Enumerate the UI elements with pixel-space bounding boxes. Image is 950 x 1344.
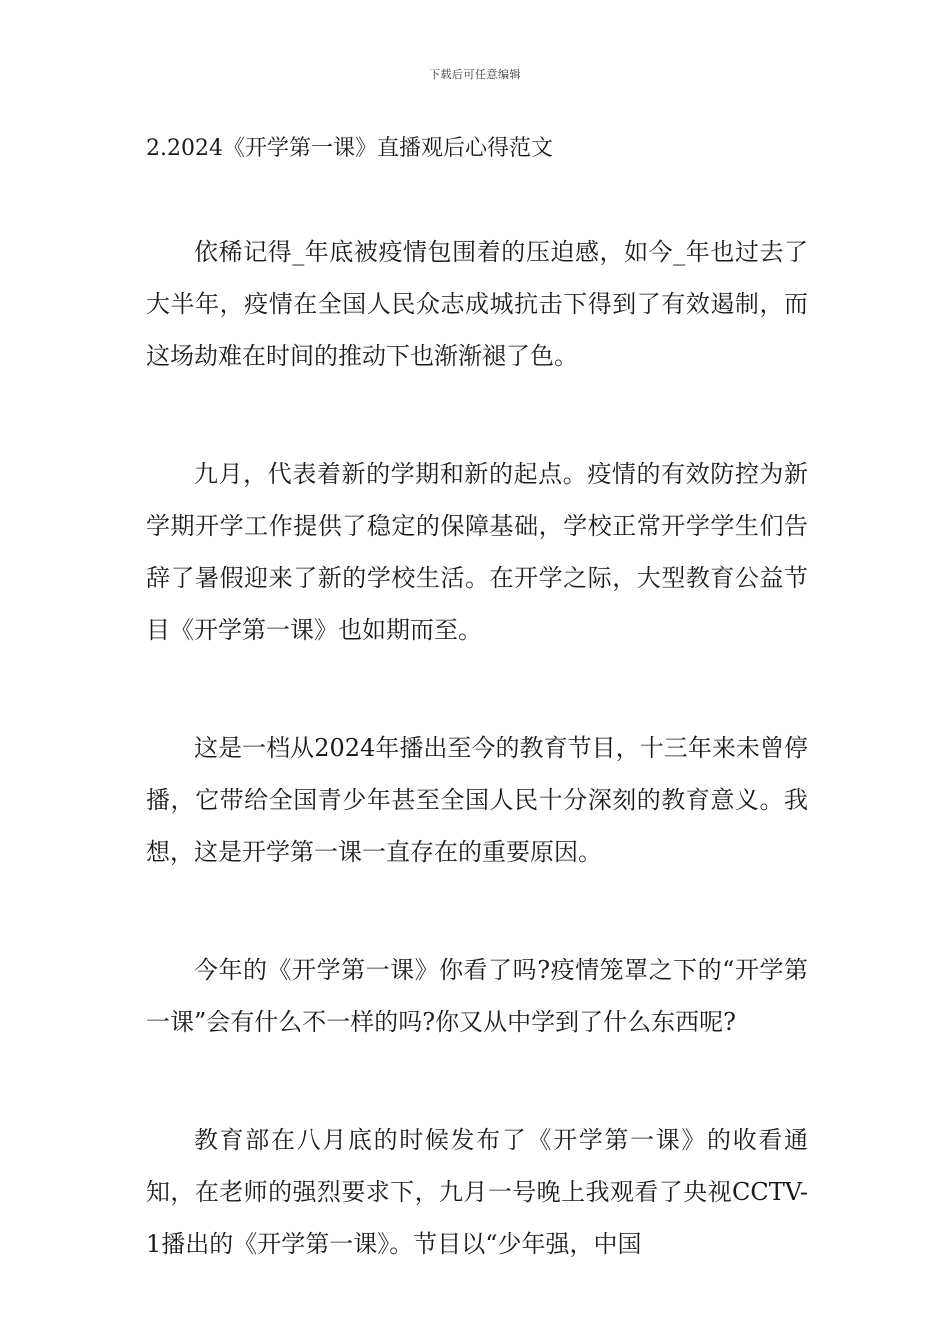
document-body <box>146 226 808 1270</box>
paragraph: 教育部在八月底的时候发布了《开学第一课》的收看通知，在老师的强烈要求下，九月一号晚上我观看了央视CCTV-1播出的《开学第一课》。节目以“少年强，中国 <box>146 1126 808 1258</box>
header-note: 下载后可任意编辑 <box>429 68 521 81</box>
paragraph: 九月，代表着新的学期和新的起点。疫情的有效防控为新学期开学工作提供了稳定的保障基础，学校正常开学学生们告辞了暑假迎来了新的学校生活。在开学之际，大型教育公益节目《开学第一课》也如期而至。 <box>146 460 808 644</box>
paragraph: 依稀记得_年底被疫情包围着的压迫感，如今_年也过去了大半年，疫情在全国人民众志成城抗击下得到了有效遏制，而这场劫难在时间的推动下也渐渐褪了色。 <box>146 238 808 370</box>
paragraph: 今年的《开学第一课》你看了吗?疫情笼罩之下的“开学第一课”会有什么不一样的吗?你又从中学到了什么东西呢? <box>146 956 808 1036</box>
paragraph: 这是一档从2024年播出至今的教育节目，十三年来未曾停播，它带给全国青少年甚至全国人民十分深刻的教育意义。我想，这是开学第一课一直存在的重要原因。 <box>146 734 808 866</box>
document-title: 2.2024《开学第一课》直播观后心得范文 <box>146 136 553 161</box>
